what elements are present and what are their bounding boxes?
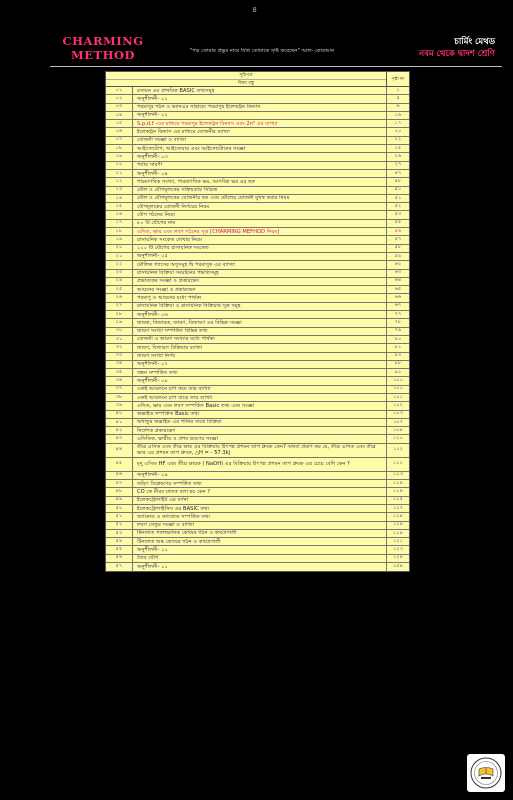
row-number: ১২	[106, 178, 133, 185]
row-title: জারণ, বিজারণ বিক্রিয়ার ব্যাখ্যা	[133, 344, 387, 351]
brand-title-right	[375, 36, 495, 60]
table-row	[106, 104, 409, 112]
table-row	[106, 120, 409, 128]
table-row	[106, 386, 409, 394]
row-title: অনুশীলনী- ০৩	[133, 153, 387, 160]
table-row	[106, 170, 409, 178]
row-page: ১১৯	[392, 521, 404, 528]
row-page: ১০১	[392, 393, 404, 400]
table-row	[106, 522, 409, 530]
row-number: ৪১	[106, 419, 133, 426]
row-title: আয়নের সংজ্ঞা ও প্রকারভেদ	[133, 286, 387, 293]
row-number: ২১	[106, 253, 133, 260]
row-number: ৪৪	[106, 444, 133, 457]
row-title: একই আয়তনে চাপ কমে তার ব্যাখ্যা	[133, 386, 387, 393]
row-page: ৫৫	[394, 219, 402, 226]
row-number: ৪০	[106, 411, 133, 418]
row-page: ১২১	[392, 537, 404, 544]
row-title: পরমাণু ও আয়নের মধ্যে পার্থক্য	[133, 294, 387, 301]
row-number: ৩৭	[106, 386, 133, 393]
row-number: ৩৩	[106, 353, 133, 360]
row-page: ৭৮	[394, 318, 402, 325]
row-page: ১০৩	[392, 410, 404, 417]
row-title: জারণ সংখ্যা সম্পর্কিত বিভিন্ন তথ্য	[133, 328, 387, 335]
table-row	[106, 555, 409, 563]
row-title: রসায়ন এর প্রাথমিক BASIC তথ্যসমূহ	[133, 87, 387, 94]
row-number: ২৪	[106, 278, 133, 285]
table-row	[106, 505, 409, 513]
row-page: ১১৪	[392, 479, 404, 486]
row-page: ৮৩	[394, 352, 402, 359]
row-page: ৫৩	[394, 211, 402, 218]
row-page: ১১৭	[392, 504, 404, 511]
row-title: রাসায়নিক সংকেত লেখার নিয়ম	[133, 236, 387, 243]
table-row	[106, 361, 409, 369]
row-page: ১১৮	[392, 512, 404, 519]
row-title: S,p,d,f -এর মাধ্যমে পরমাণুর ইলেকট্রন বিন্যাস এবং 2n² এর ব্যাখ্যা	[133, 120, 387, 127]
row-page: ১০০	[392, 385, 404, 392]
row-number: ০৭	[106, 137, 133, 144]
row-page: ৫৬	[394, 227, 402, 234]
row-title: অনুশীলনী- ০২	[133, 112, 387, 119]
row-title: অনুশীলনী- ১১	[133, 563, 387, 571]
row-page: ৬	[396, 103, 400, 110]
row-page: ৬৭	[394, 302, 402, 309]
row-number: ৩৯	[106, 402, 133, 409]
row-title: পরমাণুর গঠন ও ভ্যানএর সাহায্যে পরমাণুর ইলেকট্রন বিন্যাস	[133, 104, 387, 111]
toc-header-title: সূচিপত্র	[106, 72, 386, 80]
row-number: ৫৬	[106, 555, 133, 562]
row-title: তড়িৎ বিশ্লেষণের সম্পর্কিত তথ্য	[133, 480, 387, 487]
row-number: ২৮	[106, 311, 133, 318]
header-divider	[50, 66, 502, 67]
row-number: ৩১	[106, 336, 133, 343]
row-title: ১০০ টি যৌগের রাসায়নিক সংকেত	[133, 245, 387, 252]
toc-header-subject: বিষয় বস্তু	[237, 81, 255, 86]
row-number: ১৭	[106, 220, 133, 227]
table-row	[106, 369, 409, 377]
row-page: ৪৭	[394, 169, 402, 176]
row-number: ৫৩	[106, 530, 133, 537]
row-number: ৩০	[106, 328, 133, 335]
row-number: ১৬	[106, 211, 133, 218]
row-page: ৭৭	[394, 310, 402, 317]
row-page: ৬৩	[394, 269, 402, 276]
row-page: ৬৪	[394, 277, 402, 284]
table-row	[106, 513, 409, 521]
row-title: অনুশীলনী- ০৭	[133, 361, 387, 368]
row-page: ১৬	[394, 111, 402, 118]
row-title: জারক, বিজারক, জারণ, বিজারণ এর বিভিন্ন সংজ্ঞা	[133, 319, 387, 326]
row-title: অনুশীলনী- ০৯	[133, 472, 387, 479]
table-row	[106, 344, 409, 352]
row-page: ১২৪	[392, 554, 404, 561]
row-page: ১০২	[392, 401, 404, 408]
row-page: ৭৯	[394, 327, 402, 334]
row-page: ৫৭	[394, 236, 402, 242]
row-title: অধাতুর অক্সাইড এর পানির সাথে বিক্রিয়া	[133, 419, 387, 426]
table-row	[106, 253, 409, 261]
row-number: ৩২	[106, 344, 133, 351]
table-row	[106, 286, 409, 294]
row-number: ১০	[106, 162, 133, 169]
table-row	[106, 95, 409, 103]
row-number: ২৩	[106, 270, 133, 277]
row-page: ১০৭	[392, 418, 404, 425]
row-page: ২৭	[394, 161, 402, 168]
toc-header-main	[106, 72, 387, 86]
table-row	[106, 270, 409, 278]
row-title: CO কে নীরব ঘাতক বলা হয় কেন ?	[133, 488, 387, 495]
row-page: ২৬	[394, 153, 402, 160]
row-page: ৬৫	[394, 285, 402, 292]
row-title: বন্ধন সম্পর্কিত তথ্য	[133, 369, 387, 376]
table-row	[106, 480, 409, 488]
row-title: এসিড, ক্ষার এবং লবণ সম্পর্কিত Basic তথ্য এবং সংজ্ঞা	[133, 402, 387, 409]
table-row	[106, 178, 409, 186]
row-title: যোজনী ও জারণ সংখ্যার মধ্যে পার্থক্য	[133, 336, 387, 343]
table-row	[106, 530, 409, 538]
row-title: তীব্র এসিড এবং তীব্র ক্ষার এর বিক্রিয়ায় উৎপন্ন প্রশমন তাপ ধ্রুবক কেন? অথবা প্রমাণ কর যে, তীব্র এসিড এবং তীব্র ক্ষার এর প্রশমন তাপ ধ্রুবক, △H = - 57.3kj	[133, 444, 387, 457]
table-row	[106, 353, 409, 361]
quote-text: "পড় তোমার প্রভুর নামে যিনি তোমাকে সৃষ্টি করেছেন" আল- কোরআন	[189, 48, 335, 54]
publisher-logo	[467, 754, 505, 792]
table-row	[106, 563, 409, 571]
row-page: ২০	[394, 128, 402, 135]
row-page: ২৫	[394, 144, 402, 151]
table-row	[106, 419, 409, 427]
table-row	[106, 278, 409, 286]
row-title: যৌগমূলকের যোজনী নির্ণয়ের নিয়ম	[133, 203, 387, 210]
row-page: ৬২	[394, 260, 402, 267]
row-number: ০১	[106, 87, 133, 94]
row-page: ১১০	[392, 435, 404, 442]
brand-line-2: METHOD	[71, 48, 135, 62]
row-page: ৫	[396, 94, 400, 101]
row-number: ৩৬	[106, 377, 133, 384]
row-title: নির্দেশক প্রকারভেদ	[133, 427, 387, 434]
row-title: রাসায়নিক বিক্রিয়া সংঘটনের পদ্ধতিসমূহ	[133, 270, 387, 277]
row-title: প্রভাবকের সংজ্ঞা ও প্রকারভেদ	[133, 278, 387, 285]
table-row	[106, 128, 409, 136]
row-number: ৪২	[106, 427, 133, 434]
table-row	[106, 294, 409, 302]
table-row	[106, 195, 409, 203]
row-title: ইলেকট্রন বিন্যাস এর মাধ্যমে যোজনীর ব্যাখ্যা	[133, 128, 387, 135]
row-page: ১১৫	[392, 496, 404, 503]
row-title: টিনজাত গ্যালভানিক কোষের গঠন ও কার্যপ্রণালী	[133, 530, 387, 537]
row-title: মৌলিক গ্যাসের অণুসমূহ দ্বি পরমাণুক এর ব্যাখ্যা	[133, 261, 387, 268]
row-page: ৫১	[394, 194, 402, 201]
row-title: অনুশীলনী- ০৪	[133, 170, 387, 177]
row-number: ৩৮	[106, 394, 133, 401]
row-number: ৪৫	[106, 458, 133, 471]
row-page: ৪৮	[394, 177, 402, 184]
row-title: মৃদু এসিড HF এবং তীব্র ক্ষারক ( NaOH) এর বিক্রিয়ায় উৎপন্ন প্রশমন তাপ ধ্রুবক এর চেয়ে বেশি কেন ?	[133, 458, 387, 471]
row-page: ১৫৪	[392, 563, 404, 570]
row-number: ১৪	[106, 195, 133, 202]
row-number: ৪৯	[106, 497, 133, 504]
table-row	[106, 187, 409, 195]
row-page: ১১২	[392, 446, 404, 453]
table-row	[106, 112, 409, 120]
row-page: ৫০	[394, 186, 402, 193]
toc-header	[106, 72, 409, 87]
row-number: ০২	[106, 95, 133, 102]
table-row	[106, 472, 409, 480]
row-number: ০৮	[106, 145, 133, 152]
table-row	[106, 546, 409, 554]
row-title: লবণ সেতুর সংজ্ঞা ও ব্যাখ্যা	[133, 522, 387, 529]
table-row	[106, 162, 409, 170]
table-row	[106, 245, 409, 253]
row-title: যোজনী সংজ্ঞা ও ব্যাখ্যা	[133, 137, 387, 144]
row-page: ৫২	[394, 202, 402, 209]
row-title: রাসায়নিক বিক্রিয়া ও রাসায়নিক বিক্রিয়ার সূত্র সমূহ	[133, 303, 387, 310]
row-title: এসিডিক, ক্ষারীয় ও প্রশম দ্রবণের সংজ্ঞা	[133, 435, 387, 442]
book-emblem-icon	[469, 756, 503, 790]
table-row	[106, 411, 409, 419]
brand-title-left	[58, 34, 148, 62]
row-page: ১১২	[392, 460, 404, 467]
row-title: অনুশীলনী- ০১	[133, 95, 387, 102]
row-page: ১৭	[394, 119, 402, 126]
row-title: ৮০ টি যৌগের নাম	[133, 220, 387, 227]
row-number: ২৫	[106, 286, 133, 293]
row-title: জারণ সংখ্যা নির্ণয়	[133, 353, 387, 360]
row-number: ৫৪	[106, 538, 133, 545]
row-number: ১৫	[106, 203, 133, 210]
table-row	[106, 145, 409, 153]
table-row	[106, 377, 409, 385]
table-row	[106, 488, 409, 496]
toc-header-page: পৃষ্ঠা নং	[391, 77, 405, 82]
row-number: ৪৭	[106, 480, 133, 487]
table-row	[106, 319, 409, 327]
table-row	[106, 402, 409, 410]
brand-right-line-1: চার্মিং মেথড	[454, 37, 495, 47]
row-page: ২২	[394, 136, 402, 143]
brand-line-1: CHARMING	[62, 34, 144, 48]
row-number: ০৯	[106, 153, 133, 160]
row-title: টিনজাত শুষ্ক কোষের গঠন ও কার্যপ্রণালী	[133, 538, 387, 545]
table-of-contents	[105, 71, 410, 572]
row-number: ৩৪	[106, 361, 133, 368]
row-number: ০৪	[106, 112, 133, 119]
table-row	[106, 394, 409, 402]
table-row	[106, 137, 409, 145]
row-number: ২৬	[106, 294, 133, 301]
row-number: ২৯	[106, 319, 133, 326]
table-row	[106, 153, 409, 161]
row-page: ১	[396, 86, 400, 93]
row-page: ১২৩	[392, 546, 404, 553]
table-row	[106, 458, 409, 472]
row-title: ইলেকট্রোলাইসিস এর BASIC তথ্য	[133, 505, 387, 512]
table-row	[106, 228, 409, 236]
row-number: ০৬	[106, 128, 133, 135]
row-page: ১১৩	[392, 471, 404, 478]
row-number: ১৯	[106, 236, 133, 243]
row-title: অক্সাইড সম্পর্কিত Basic তথ্য	[133, 411, 387, 418]
row-title: আইসোটোপ, আইসোবার এবং আইসোটোনের সংজ্ঞা	[133, 145, 387, 152]
table-row	[106, 328, 409, 336]
row-title: মৌল ও যৌগমূলকের যোজনীর ছক এবং মৌলের যোজনী মুখস্থ করার নিয়ম	[133, 195, 387, 202]
row-number: ২০	[106, 245, 133, 252]
row-page: ৮০	[394, 335, 402, 342]
row-number: ০৫	[106, 120, 133, 127]
row-title: একই আয়তনে চাপ বাড়ে তার ব্যাখ্যা	[133, 394, 387, 401]
table-row	[106, 236, 409, 244]
row-number: ১৩	[106, 187, 133, 194]
row-page: ৫৯	[394, 252, 402, 259]
row-page: ১১৯	[392, 529, 404, 536]
row-number: ৪৬	[106, 472, 133, 479]
row-number: ৫৭	[106, 563, 133, 571]
table-row	[106, 211, 409, 219]
table-row	[106, 444, 409, 458]
row-number: ৪৩	[106, 435, 133, 442]
table-row	[106, 336, 409, 344]
table-row	[106, 538, 409, 546]
row-title: ইলেকট্রোলাইট এর বর্ণনা	[133, 497, 387, 504]
row-title: অনুশীলনী- ০৮	[133, 377, 387, 384]
row-title: এসিড, ক্ষার এবং লবণ গঠনের সূত্র [CHARMING MEFHOD নিয়ম]	[133, 228, 387, 235]
row-number: ১৮	[106, 228, 133, 235]
table-row	[106, 203, 409, 211]
row-number: ২৭	[106, 303, 133, 310]
row-title: যৌগ গঠনের নিয়ম	[133, 211, 387, 218]
row-page: ৬৬	[394, 294, 402, 301]
row-number: ১১	[106, 170, 133, 177]
table-row	[106, 311, 409, 319]
row-page: ১০০	[392, 377, 404, 384]
row-page: ৯১	[394, 368, 402, 375]
row-number: ৩৫	[106, 369, 133, 376]
row-page: ৮১	[394, 343, 402, 350]
row-page: ১০৮	[392, 426, 404, 433]
table-row	[106, 435, 409, 443]
row-number: ৫০	[106, 505, 133, 512]
table-row	[106, 220, 409, 228]
row-page: ১১৪	[392, 488, 404, 495]
table-row	[106, 427, 409, 435]
row-page: ৮৮	[394, 360, 402, 367]
row-number: ০৩	[106, 104, 133, 111]
row-title: অনুশীলনী- ০৬	[133, 311, 387, 318]
table-row	[106, 87, 409, 95]
row-title: পর্যায় সারণী	[133, 162, 387, 169]
row-title: অনুশীলনী- ১০	[133, 546, 387, 553]
page-number: ৪	[252, 5, 258, 14]
row-title: মৌল ও যৌগমূলকের সক্রিয়তার সিরিজ	[133, 187, 387, 194]
table-row	[106, 497, 409, 505]
row-title: অনুশীলনী- ০৫	[133, 253, 387, 260]
row-page: ৫৮	[394, 244, 402, 251]
toc-body	[106, 87, 409, 571]
row-number: ৫১	[106, 513, 133, 520]
row-number: ৫২	[106, 522, 133, 529]
row-number: ২২	[106, 261, 133, 268]
table-row	[106, 303, 409, 311]
table-row	[106, 261, 409, 269]
row-title: অ্যানোড ও ক্যাথোড সম্পর্কিত তথ্য	[133, 513, 387, 520]
row-number: ৫৫	[106, 546, 133, 553]
row-title: পারমাণবিক সংখ্যা, পারমাণবিক ভর, আণবিক ভর এর ছক	[133, 178, 387, 185]
brand-right-line-2: নবম থেকে দ্বাদশ শ্রেণি	[419, 49, 495, 59]
row-number: ৪৮	[106, 488, 133, 495]
row-title: জৈব যৌগ	[133, 555, 387, 562]
